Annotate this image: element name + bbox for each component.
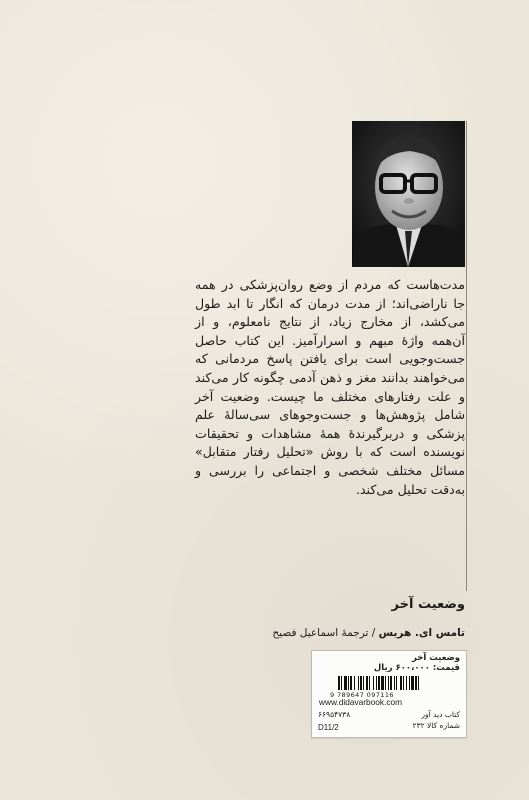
sticker-item-code: شماره کالا ۲۳۲ — [412, 721, 460, 730]
sticker-number: ۶۶۹۵۴۷۳۸ — [318, 710, 351, 719]
translator-name: ترجمهٔ اسماعیل فصیح — [272, 627, 369, 639]
author-name: تامس ای. هریس — [378, 627, 465, 639]
book-title: وضعیت آخر — [391, 597, 465, 612]
barcode-icon — [338, 676, 446, 690]
sticker-url: www.didavarbook.com — [319, 697, 403, 707]
author-photo — [352, 121, 465, 267]
barcode-bar — [419, 676, 421, 690]
credit-separator: / — [368, 627, 379, 639]
author-line — [272, 627, 465, 639]
sticker-shelf-code: D11/2 — [318, 723, 339, 732]
sticker-store: کتاب دید آور — [421, 710, 460, 719]
sticker-title: وضعیت آخر — [411, 653, 460, 663]
price-sticker — [311, 650, 467, 738]
sticker-isbn: 9 789647 097116 — [330, 691, 394, 699]
author-portrait-image — [352, 121, 465, 267]
sticker-price: قیمت: ۶۰۰،۰۰۰ ریال — [373, 663, 460, 673]
vertical-rule — [466, 121, 467, 591]
blurb-text: مدت‌هاست که مردم از وضع روان‌پزشکی در همه جا ناراضی‌اند؛ از مدت درمان که انگار تا ابد طول می‌کشد، از مخارج زیاد، از نتایج نامعلوم، و از آن‌همه واژهٔ مبهم و اسرارآمیز. این کتاب حاصل جست‌وجویی است برای یافتن پاسخ مردمانی که می‌خواهند بدانند مغز و ذهن آدمی چگونه کار می‌کند و علت رفتارهای مختلف ما چیست. وضعیت آخر شامل پژوهش‌ها و جست‌وجوهای سی‌سالهٔ علم پزشکی و دربرگیرندهٔ همهٔ مشاهدات و تحقیقات نویسنده است که با روش «تحلیل رفتار متقابل» مسائل مختلف شخصی و اجتماعی را بررسی و به‌دقت تحلیل می‌کند. — [195, 277, 465, 497]
